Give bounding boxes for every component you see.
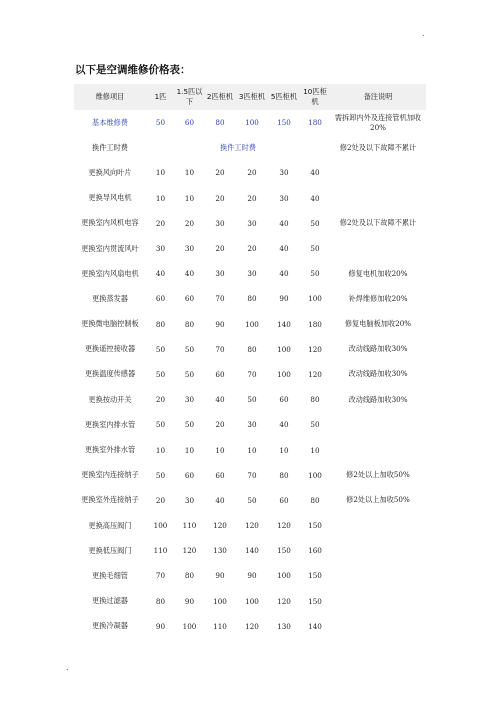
table-row [74, 211, 426, 236]
table-row [74, 135, 426, 160]
price-cell: 80 [184, 319, 195, 329]
price-cell: 50 [310, 269, 320, 279]
price-cell: 30 [279, 193, 289, 203]
price-cell: 50 [155, 118, 166, 128]
row-item: 更换温度传感器 [84, 369, 136, 379]
price-cell: 80 [247, 294, 257, 304]
price-cell: 60 [215, 470, 225, 480]
price-cell: 100 [277, 344, 291, 354]
price-cell: 30 [215, 269, 225, 279]
row-note [330, 236, 426, 261]
table-row [74, 488, 426, 513]
header-10p: 10匹柜机 [300, 84, 330, 110]
price-cell: 20 [184, 218, 195, 228]
header-1-5p: 1.5匹以下 [175, 84, 204, 110]
price-cell: 100 [308, 470, 322, 480]
row-item: 更换按动开关 [88, 394, 132, 404]
price-cell: 130 [277, 621, 291, 631]
price-cell: 50 [155, 470, 166, 480]
price-cell: 30 [247, 420, 257, 430]
price-cell: 150 [308, 571, 322, 581]
page-title: 以下是空调维修价格表： [75, 64, 191, 76]
price-cell: 90 [184, 596, 195, 606]
price-cell: 100 [277, 369, 291, 379]
price-cell: 120 [245, 621, 259, 631]
row-note [330, 513, 426, 538]
price-cell: 120 [308, 344, 322, 354]
price-cell: 100 [308, 294, 322, 304]
price-cell: 40 [310, 168, 320, 178]
header-3p: 3匹柜机 [236, 84, 268, 110]
price-cell: 130 [213, 546, 227, 556]
row-item: 更换室内风机电容 [81, 218, 139, 228]
price-cell: 80 [155, 596, 166, 606]
table-row [74, 312, 426, 337]
row-note [330, 563, 426, 588]
price-table [74, 84, 426, 639]
row-item: 更换遥控接收器 [84, 344, 136, 354]
price-cell: 50 [184, 420, 195, 430]
row-note: 需拆卸内外及连接管机加收20% [334, 112, 422, 132]
header-5p: 5匹柜机 [268, 84, 300, 110]
row-note: 修2处及以下故障不累计 [339, 218, 417, 228]
price-cell: 140 [308, 621, 322, 631]
price-cell: 150 [308, 596, 322, 606]
price-cell: 20 [247, 168, 257, 178]
row-note: 修2处以上加收50% [346, 470, 410, 480]
price-cell: 40 [310, 193, 320, 203]
table-row [74, 513, 426, 538]
price-cell: 20 [215, 244, 225, 254]
price-cell: 120 [277, 596, 291, 606]
price-cell: 20 [155, 395, 166, 405]
price-cell: 90 [215, 571, 225, 581]
row-item: 换件工时费 [92, 142, 128, 152]
price-cell: 20 [155, 218, 166, 228]
price-cell: 10 [184, 445, 195, 455]
price-cell: 20 [247, 193, 257, 203]
row-item: 更换室内贯流风叶 [81, 243, 139, 253]
price-cell: 100 [245, 118, 259, 128]
price-cell: 40 [279, 420, 289, 430]
price-cell: 120 [245, 521, 259, 531]
row-item: 更换室外排水管 [84, 445, 136, 455]
table-row [74, 463, 426, 488]
price-cell: 60 [184, 470, 195, 480]
price-cell: 70 [155, 571, 166, 581]
price-cell: 40 [215, 495, 225, 505]
price-cell: 40 [279, 269, 289, 279]
price-cell: 150 [308, 521, 322, 531]
price-cell: 30 [184, 395, 195, 405]
table-header-row [74, 84, 426, 110]
price-cell: 10 [279, 445, 289, 455]
price-cell: 20 [215, 193, 225, 203]
row-item: 基本维修费 [92, 117, 128, 127]
price-cell: 100 [245, 319, 259, 329]
price-cell: 30 [215, 218, 225, 228]
row-note [330, 160, 426, 185]
row-item: 更换毛细管 [92, 570, 128, 580]
price-cell: 30 [279, 168, 289, 178]
price-cell: 60 [184, 294, 195, 304]
price-cell: 150 [277, 118, 291, 128]
price-cell: 30 [184, 495, 195, 505]
price-cell: 10 [155, 445, 166, 455]
price-cell: 100 [182, 621, 197, 631]
row-item: 更换风向叶片 [88, 167, 132, 177]
price-cell: 60 [215, 369, 225, 379]
price-cell: 10 [310, 445, 320, 455]
row-note: 修复电脑板加收20% [344, 319, 412, 329]
price-cell: 30 [247, 269, 257, 279]
price-cell: 80 [247, 344, 257, 354]
price-cell: 110 [153, 546, 168, 556]
price-cell: 140 [245, 546, 259, 556]
price-cell: 80 [279, 470, 289, 480]
row-item: 更换过滤器 [92, 596, 128, 606]
price-cell: 180 [308, 118, 322, 128]
table-row [74, 387, 426, 412]
row-item: 更换导风电机 [88, 193, 132, 203]
page-corner-mark: . [66, 663, 69, 672]
price-cell: 50 [310, 218, 320, 228]
row-note: 改动线路加收30% [348, 394, 408, 404]
price-cell: 40 [215, 395, 225, 405]
row-note: 改动线路加收30% [348, 344, 408, 354]
price-cell: 50 [155, 369, 166, 379]
row-note: 修2处及以下故障不累计 [339, 142, 417, 152]
table-row [74, 160, 426, 185]
table-row [74, 412, 426, 437]
price-cell: 70 [247, 369, 257, 379]
row-item: 更换低压阀门 [88, 545, 132, 555]
price-cell: 40 [279, 244, 289, 254]
price-cell: 100 [245, 596, 259, 606]
row-note: 改动线路加收30% [348, 369, 408, 379]
table-row [74, 362, 426, 387]
price-cell: 10 [184, 168, 195, 178]
price-cell: 120 [308, 369, 322, 379]
row-note: 修复电机加收20% [348, 268, 408, 278]
price-cell: 60 [279, 495, 289, 505]
price-cell: 30 [184, 244, 195, 254]
price-cell: 10 [215, 445, 225, 455]
price-cell: 10 [247, 445, 257, 455]
table-row [74, 337, 426, 362]
row-note: 修2处以上加收50% [346, 495, 410, 505]
price-cell: 60 [184, 118, 195, 128]
price-cell: 90 [247, 571, 257, 581]
price-cell: 180 [308, 319, 322, 329]
price-cell: 100 [277, 571, 291, 581]
price-cell: 80 [310, 395, 320, 405]
table-row [74, 186, 426, 211]
price-cell: 110 [213, 621, 227, 631]
row-note [330, 538, 426, 563]
row-note: 补焊维修加收20% [348, 293, 408, 303]
row-note [330, 412, 426, 437]
price-cell: 30 [247, 218, 257, 228]
row-item: 更换室内排水管 [84, 419, 136, 429]
price-cell: 40 [155, 269, 166, 279]
price-cell: 90 [215, 319, 225, 329]
header-1p: 1匹 [146, 84, 175, 110]
row-note [330, 186, 426, 211]
price-cell: 90 [279, 294, 289, 304]
table-row [74, 563, 426, 588]
price-cell: 90 [155, 621, 166, 631]
price-cell: 50 [184, 369, 195, 379]
price-cell: 160 [308, 546, 322, 556]
price-cell: 50 [310, 244, 320, 254]
price-cell: 80 [215, 118, 225, 128]
table-row [74, 110, 426, 135]
price-cell: 120 [182, 546, 197, 556]
header-2p: 2匹柜机 [204, 84, 236, 110]
row-item: 更换室外连接纳子 [81, 495, 139, 505]
price-cell: 40 [279, 218, 289, 228]
price-cell: 60 [155, 294, 166, 304]
table-row [74, 614, 426, 639]
price-cell: 70 [215, 294, 225, 304]
price-cell: 20 [215, 420, 225, 430]
price-cell: 10 [155, 168, 166, 178]
price-cell: 80 [184, 571, 195, 581]
price-cell: 50 [247, 395, 257, 405]
price-cell: 120 [277, 521, 291, 531]
price-cell: 20 [247, 244, 257, 254]
table-row [74, 437, 426, 462]
price-cell: 10 [184, 193, 195, 203]
table-row [74, 538, 426, 563]
row-item: 更换冷凝器 [92, 621, 128, 631]
row-note [330, 589, 426, 614]
price-cell: 70 [215, 344, 225, 354]
price-cell: 140 [277, 319, 291, 329]
merged-cell: 换件工时费 [220, 142, 256, 152]
table-row [74, 261, 426, 286]
page-corner-mark: . [422, 29, 425, 38]
price-cell: 30 [155, 244, 166, 254]
row-note [330, 614, 426, 639]
price-cell: 100 [153, 521, 168, 531]
price-cell: 110 [182, 521, 197, 531]
price-cell: 50 [310, 420, 320, 430]
price-cell: 100 [213, 596, 227, 606]
price-cell: 10 [155, 193, 166, 203]
header-note: 备注说明 [330, 84, 426, 110]
row-item: 更换微电脑控制板 [81, 319, 139, 329]
table-row [74, 236, 426, 261]
price-cell: 120 [213, 521, 227, 531]
row-note [330, 437, 426, 462]
header-item: 维修项目 [74, 84, 146, 110]
price-cell: 20 [215, 168, 225, 178]
price-cell: 60 [279, 395, 289, 405]
row-item: 更换室内风扇电机 [81, 268, 139, 278]
price-cell: 50 [184, 344, 195, 354]
table-row [74, 286, 426, 311]
price-cell: 70 [247, 470, 257, 480]
price-cell: 50 [247, 495, 257, 505]
price-cell: 50 [155, 344, 166, 354]
row-item: 更换高压阀门 [88, 520, 132, 530]
row-item: 更换室内连接纳子 [81, 470, 139, 480]
price-cell: 80 [155, 319, 166, 329]
price-cell: 40 [184, 269, 195, 279]
price-cell: 150 [277, 546, 291, 556]
row-item: 更换蒸发器 [92, 293, 128, 303]
price-cell: 50 [155, 420, 166, 430]
price-cell: 80 [310, 495, 320, 505]
price-cell: 20 [155, 495, 166, 505]
table-row [74, 589, 426, 614]
